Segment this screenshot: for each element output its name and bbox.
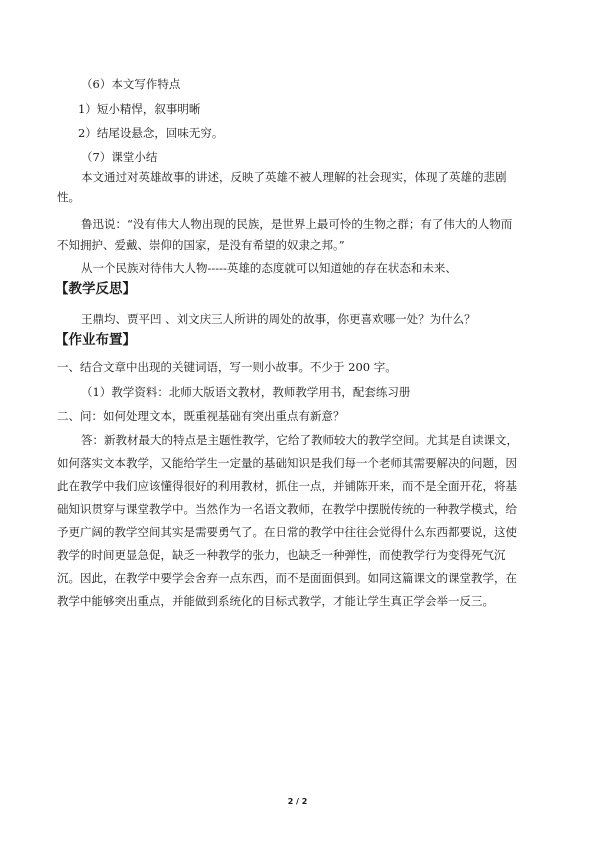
summary-paragraph-line-1: 本文通过对英雄故事的讲述，反映了英雄不被人理解的社会现实，体现了英雄的悲剧 <box>81 170 507 184</box>
answer-line: 教学的时间更显急促，缺乏一种教学的张力，也缺乏一种弹性，而使教学行为变得死气沉 <box>57 548 506 562</box>
summary-paragraph-3: 从一个民族对待伟大人物-----英雄的态度就可以知道她的存在状态和未来、 <box>81 261 457 275</box>
reflection-heading: 【教学反思】 <box>55 281 136 297</box>
answer-line: 础知识贯穿与课堂教学中。当然作为一名语文教师，在教学中摆脱传统的一种教学模式，给 <box>57 502 517 516</box>
reflection-text: 王鼎均、贾平凹 、刘文庆三人所讲的周处的故事，你更喜欢哪一处？为什么？ <box>81 312 476 326</box>
homework-heading: 【作业布置】 <box>55 332 136 348</box>
summary-paragraph-line-2: 性。 <box>57 190 80 204</box>
answer-line: 沉。因此，在教学中要学会舍弃一点东西，而不是面面俱到。如同这篇课文的课堂教学，在 <box>57 571 517 585</box>
lu-xun-quote-line-1: 鲁迅说：“没有伟大人物出现的民族，是世界上最可怜的生物之群；有了伟大的人物而 <box>81 217 513 231</box>
lu-xun-quote-line-2: 不知拥护、爱戴、崇仰的国家，是没有希望的奴隶之邦。” <box>57 238 345 252</box>
writing-features-heading: （6）本文写作特点 <box>81 77 181 91</box>
answer-line: 予更广阔的教学空间其实是需要勇气了。在日常的教学中往往会觉得什么东西都要说，这使 <box>57 525 517 539</box>
answer-line: 答：新教材最大的特点是主题性教学，它给了教师较大的教学空间。尤其是自读课文， <box>81 433 518 447</box>
answer-line: 如何落实文本教学，又能给学生一定量的基础知识是我们每一个老师其需要解决的问题，因 <box>57 456 517 470</box>
answer-line: 此在教学中我们应该懂得很好的利用教材，抓住一点，并铺陈开来，而不是全面开花，将基 <box>57 479 517 493</box>
answer-line: 教学中能够突出重点，并能做到系统化的目标式教学，才能让学生真正学会举一反三。 <box>57 594 494 608</box>
teaching-resources: （1）教学资料：北师大版语文教材，教师教学用书，配套练习册 <box>81 385 411 399</box>
writing-feature-2: 2）结尾设悬念，回味无穷。 <box>78 126 224 140</box>
writing-feature-1: 1）短小精悍，叙事明晰 <box>78 102 201 116</box>
homework-item-1: 一、结合文章中出现的关键词语，写一则小故事。不少于 200 字。 <box>57 360 397 374</box>
homework-item-2: 二、问：如何处理文本，既重视基础有突出重点有新意？ <box>57 409 345 423</box>
page-number: 2 / 2 <box>287 797 308 806</box>
summary-heading: （7）课堂小结 <box>81 150 158 164</box>
